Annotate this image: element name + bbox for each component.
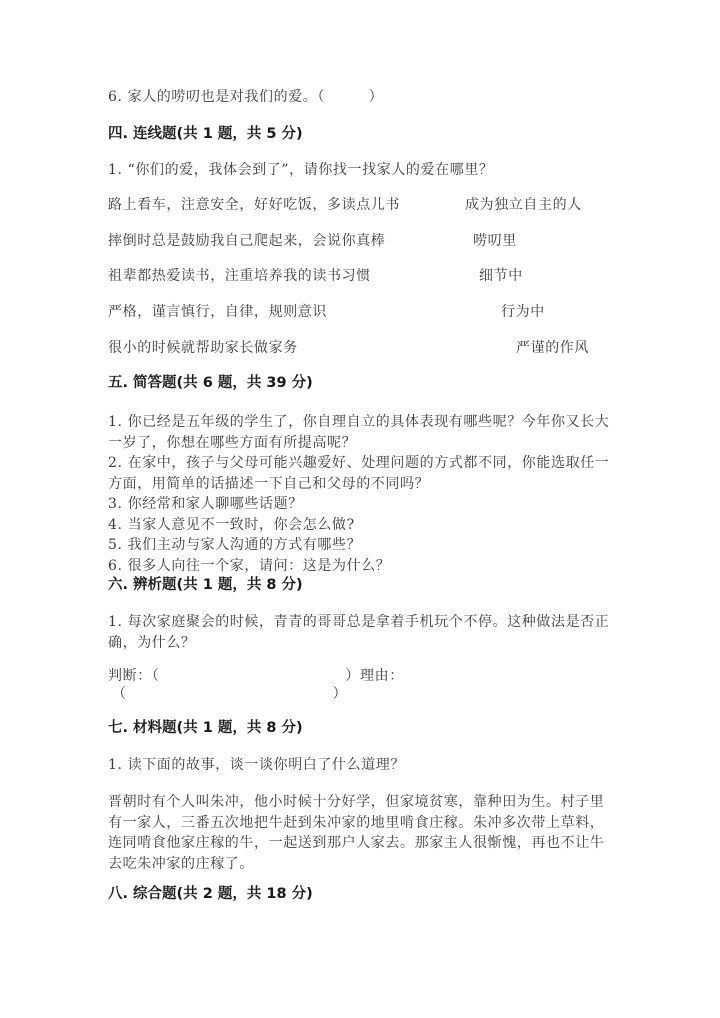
short-answer-question-3: 3. 你经常和家人聊哪些话题？ [108, 496, 303, 512]
reason-close: ） [332, 686, 348, 702]
section-7-heading: 七. 材料题(共 1 题，共 8 分) [108, 720, 303, 736]
reason-line [112, 684, 347, 704]
short-answer-question-4: 4. 当家人意见不一致时，你会怎么做? [108, 516, 355, 533]
section-5-heading: 五. 简答题(共 6 题，共 39 分) [108, 375, 313, 391]
reason-open: （ [112, 686, 127, 702]
judgment-label: 判断：（ [108, 668, 160, 684]
judgment-line [108, 666, 404, 686]
matching-right-item-4[interactable]: 行为中 [501, 304, 545, 320]
matching-left-item-1[interactable]: 路上看车，注意安全，好好吃饭，多读点儿书 [108, 197, 400, 213]
material-story: 晋朝时有个人叫朱冲，他小时候十分好学，但家境贫寒，靠种田为生。村子里有一家人，三番五次地把牛赶到朱冲家的地里啃食庄稼。朱冲多次带上草料，连同啃食他家庄稼的牛，一起送到那户人家去。那家主人很惭愧，再也不让牛去吃朱冲家的庄稼了。 [108, 794, 605, 872]
section-6-heading: 六. 辨析题(共 1 题，共 8 分) [108, 577, 303, 593]
matching-right-item-1[interactable]: 成为独立自主的人 [465, 197, 582, 213]
section-4-heading: 四. 连线题(共 1 题，共 5 分) [108, 126, 303, 142]
short-answer-question-2: 2. 在家中，孩子与父母可能兴趣爱好、处理问题的方式都不同，你能选取任一方面，用简单的话描述一下自己和父母的不同吗？ [108, 455, 610, 492]
analysis-question: 1. 每次家庭聚会的时候，青青的哥哥总是拿着手机玩个不停。这种做法是否正确，为什么？ [108, 614, 610, 651]
short-answer-question-6: 6. 很多人向往一个家，请问：这是为什么？ [108, 557, 391, 574]
matching-left-item-5[interactable]: 很小的时候就帮助家长做家务 [108, 340, 298, 356]
material-question: 1. 读下面的故事，谈一谈你明白了什么道理？ [108, 757, 406, 773]
section-8-heading: 八. 综合题(共 2 题，共 18 分) [108, 886, 313, 902]
judgment-close: ）理由： [345, 668, 404, 684]
matching-left-item-3[interactable]: 祖辈都热爱读书，注重培养我的读书习惯 [108, 268, 371, 284]
short-answer-list [108, 412, 613, 576]
matching-right-item-3[interactable]: 细节中 [479, 268, 523, 284]
matching-left-item-2[interactable]: 摔倒时总是鼓励我自己爬起来，会说你真棒 [108, 233, 386, 249]
matching-question: 1. “你们的爱，我体会到了”，请你找一找家人的爱在哪里？ [108, 162, 494, 178]
matching-right-item-2[interactable]: 唠叨里 [473, 233, 517, 249]
true-false-item-6: 6. 家人的唠叨也是对我们的爱。（ ） [108, 89, 384, 105]
matching-left-item-4[interactable]: 严格，谨言慎行，自律，规则意识 [108, 304, 327, 320]
short-answer-question-1: 1. 你已经是五年级的学生了，你自理自立的具体表现有哪些呢？今年你又长大一岁了，你想在哪些方面有所提高呢？ [108, 414, 610, 451]
matching-right-item-5[interactable]: 严谨的作风 [516, 340, 589, 356]
short-answer-question-5: 5. 我们主动与家人沟通的方式有哪些？ [108, 537, 362, 553]
